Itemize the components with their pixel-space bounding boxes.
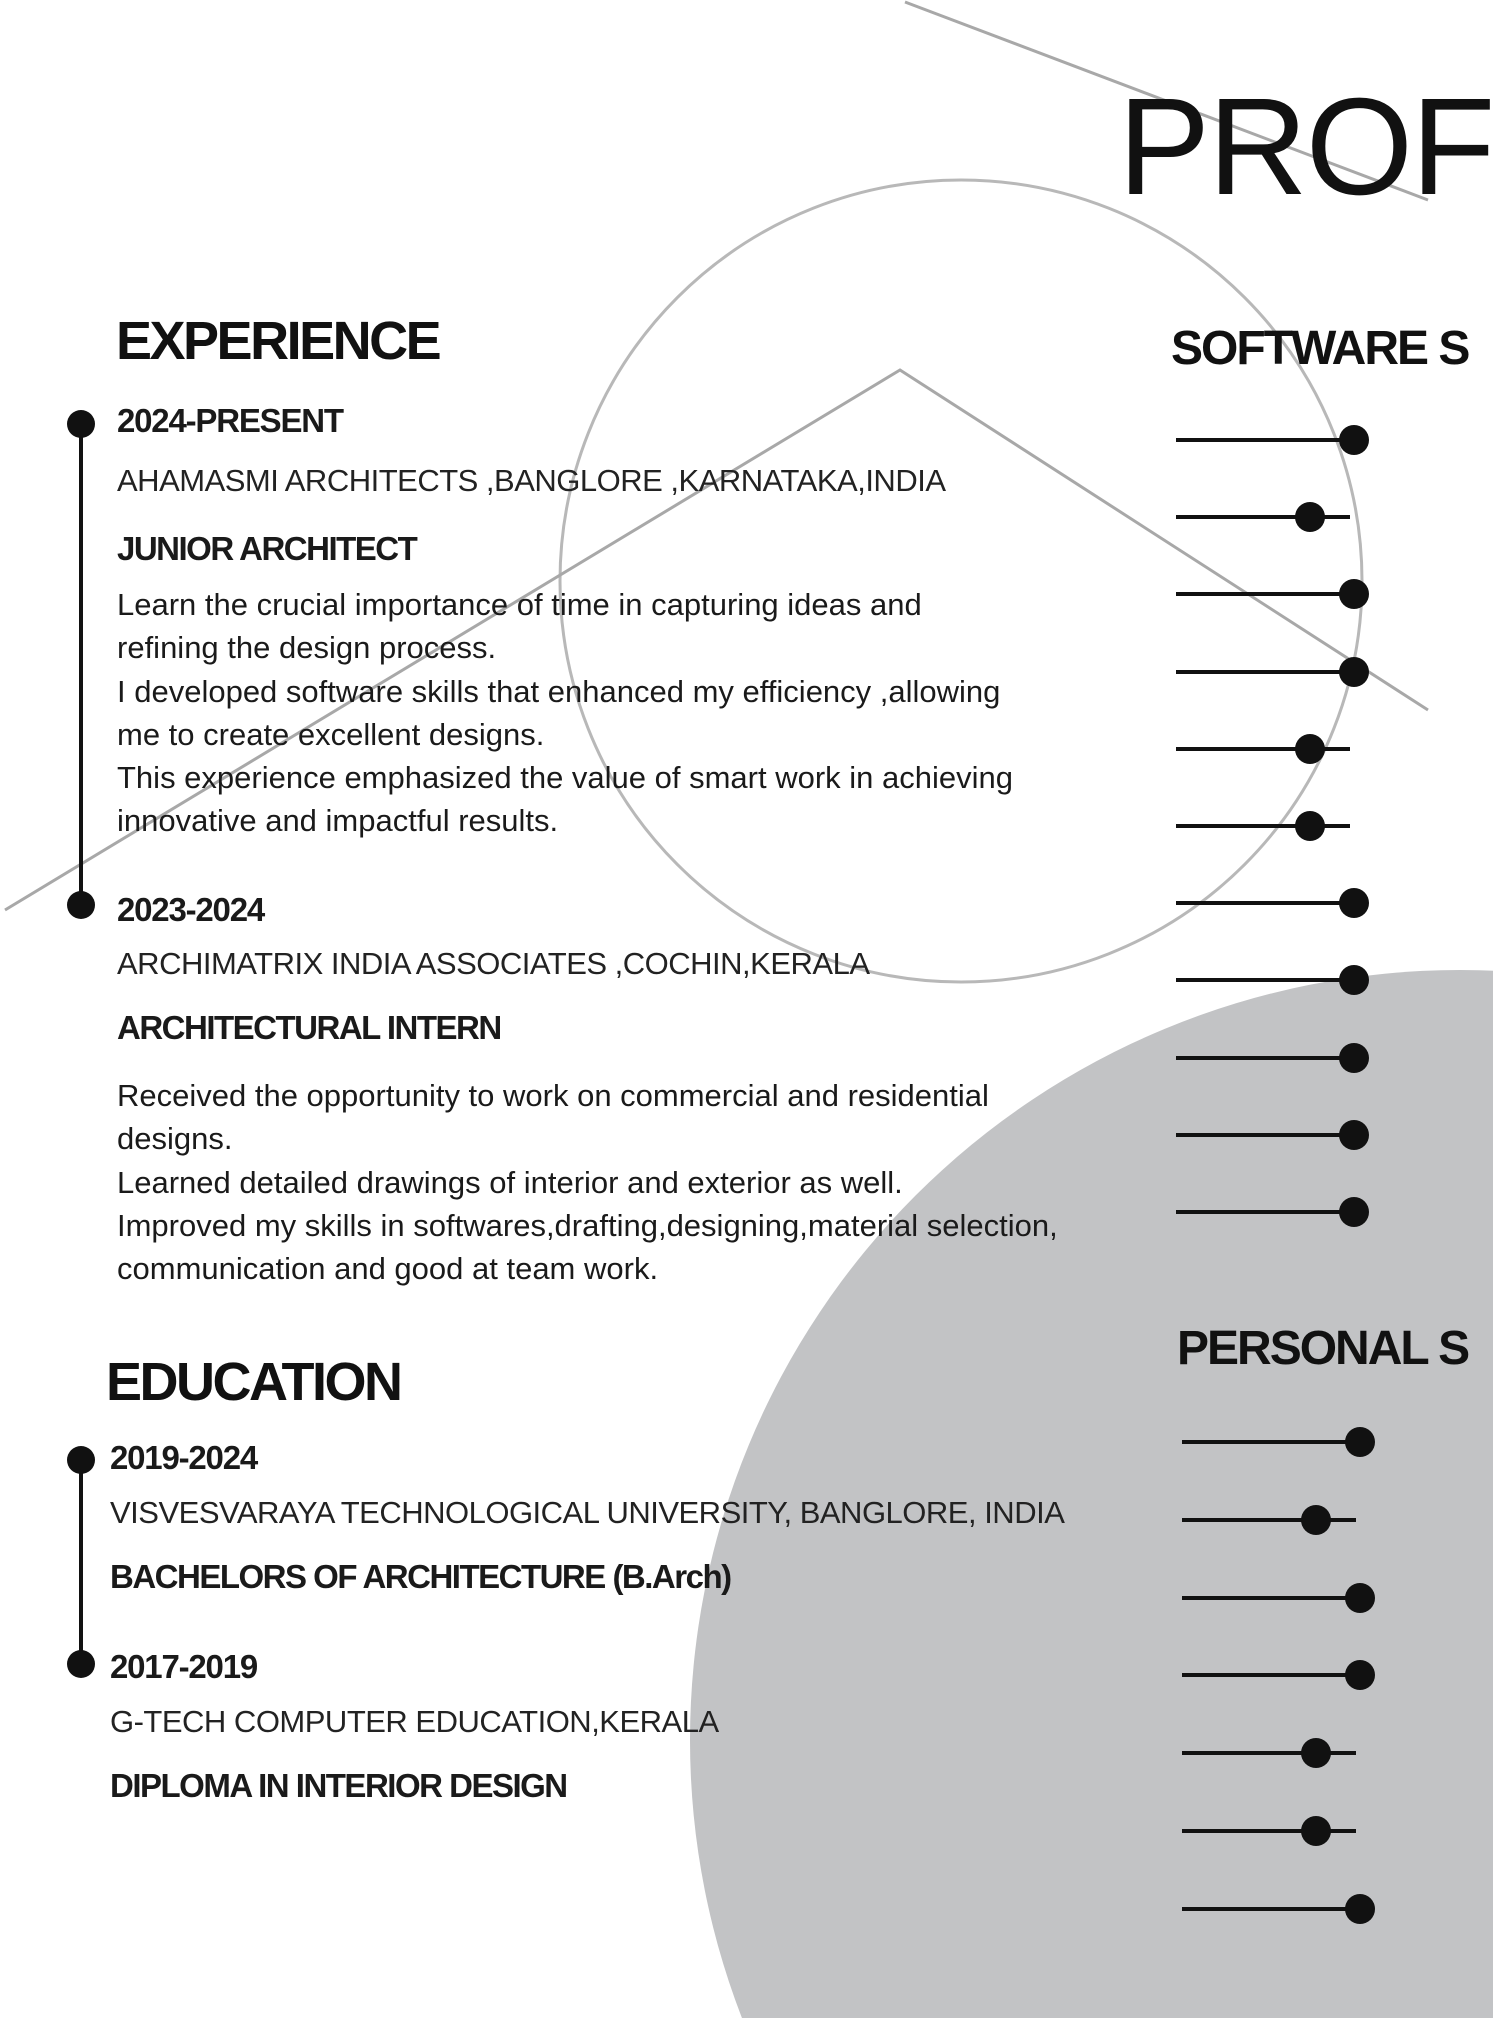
skill-level-track: [1182, 1673, 1360, 1677]
page-title: PROF: [1118, 70, 1493, 224]
software-skills-heading: SOFTWARE S: [1171, 322, 1469, 375]
education-period: 2017-2019: [110, 1648, 258, 1685]
skill-level-knob: [1345, 1583, 1375, 1613]
skill-level-slider: [1182, 1660, 1380, 1690]
experience-description: [117, 1074, 1058, 1290]
education-degree: BACHELORS OF ARCHITECTURE (B.Arch): [110, 1558, 731, 1595]
description-line: refining the design process.: [117, 630, 497, 666]
description-line: I developed software skills that enhanced my efficiency ,allowing: [117, 673, 1001, 709]
skill-level-knob: [1339, 888, 1369, 918]
skill-level-knob: [1339, 965, 1369, 995]
experience-role: JUNIOR ARCHITECT: [117, 530, 417, 567]
description-line: Received the opportunity to work on commercial and residential: [117, 1078, 989, 1113]
description-line: communication and good at team work.: [117, 1251, 659, 1287]
skill-level-slider: [1176, 1120, 1374, 1150]
skill-level-knob: [1345, 1894, 1375, 1924]
skill-level-knob: [1301, 1738, 1331, 1768]
skill-level-slider: [1182, 1816, 1380, 1846]
experience-period: 2024-PRESENT: [117, 402, 343, 439]
skill-level-knob: [1301, 1816, 1331, 1846]
skill-level-slider: [1182, 1505, 1380, 1535]
education-period: 2019-2024: [110, 1439, 258, 1476]
skill-level-track: [1176, 1133, 1354, 1137]
description-line: Improved my skills in softwares,drafting,designing,material selection,: [117, 1207, 1058, 1243]
skill-level-track: [1182, 1596, 1360, 1600]
skill-level-slider: [1182, 1894, 1380, 1924]
skill-level-slider: [1176, 811, 1374, 841]
education-institution: VISVESVARAYA TECHNOLOGICAL UNIVERSITY, BANGLORE, INDIA: [110, 1495, 1065, 1530]
skill-level-knob: [1295, 734, 1325, 764]
description-line: This experience emphasized the value of smart work in achieving: [117, 760, 1014, 796]
education-heading: EDUCATION: [106, 1352, 401, 1412]
skill-level-slider: [1176, 888, 1374, 918]
description-line: Learned detailed drawings of interior and exterior as well.: [117, 1164, 903, 1200]
experience-timeline-dot: [67, 891, 95, 919]
description-line: designs.: [117, 1121, 233, 1157]
skill-level-knob: [1295, 502, 1325, 532]
experience-organization: AHAMASMI ARCHITECTS ,BANGLORE ,KARNATAKA,INDIA: [117, 463, 946, 498]
skill-level-knob: [1301, 1505, 1331, 1535]
description-line: Learn the crucial importance of time in capturing ideas and: [117, 587, 922, 622]
skill-level-track: [1176, 1210, 1354, 1214]
description-line: innovative and impactful results.: [117, 803, 559, 839]
skill-level-slider: [1182, 1738, 1380, 1768]
experience-role: ARCHITECTURAL INTERN: [117, 1009, 501, 1046]
skill-level-slider: [1176, 579, 1374, 609]
experience-organization: ARCHIMATRIX INDIA ASSOCIATES ,COCHIN,KERALA: [117, 946, 870, 981]
skill-level-knob: [1345, 1427, 1375, 1457]
skill-level-track: [1176, 592, 1354, 596]
skill-level-knob: [1339, 1043, 1369, 1073]
experience-period: 2023-2024: [117, 891, 265, 928]
skill-level-track: [1176, 438, 1354, 442]
skill-level-knob: [1339, 425, 1369, 455]
skill-level-track: [1176, 1056, 1354, 1060]
skill-level-track: [1176, 978, 1354, 982]
skill-level-knob: [1339, 1120, 1369, 1150]
education-timeline-line: [79, 1460, 83, 1665]
education-timeline-dot: [67, 1650, 95, 1678]
experience-timeline-line: [79, 424, 83, 906]
skill-level-knob: [1339, 657, 1369, 687]
experience-timeline-dot: [67, 410, 95, 438]
skill-level-track: [1182, 1907, 1360, 1911]
skill-level-slider: [1176, 734, 1374, 764]
skill-level-track: [1176, 670, 1354, 674]
skill-level-knob: [1345, 1660, 1375, 1690]
skill-level-knob: [1339, 1197, 1369, 1227]
personal-skills-heading: PERSONAL S: [1177, 1322, 1469, 1375]
skill-level-knob: [1339, 579, 1369, 609]
education-institution: G-TECH COMPUTER EDUCATION,KERALA: [110, 1704, 719, 1739]
skill-level-slider: [1182, 1583, 1380, 1613]
experience-description: [117, 583, 1013, 843]
skill-level-slider: [1182, 1427, 1380, 1457]
skill-level-slider: [1176, 1197, 1374, 1227]
skill-level-slider: [1176, 657, 1374, 687]
education-timeline-dot: [67, 1446, 95, 1474]
skill-level-knob: [1295, 811, 1325, 841]
skill-level-slider: [1176, 965, 1374, 995]
skill-level-slider: [1176, 502, 1374, 532]
skill-level-slider: [1176, 425, 1374, 455]
description-line: me to create excellent designs.: [117, 716, 545, 752]
education-degree: DIPLOMA IN INTERIOR DESIGN: [110, 1767, 567, 1804]
skill-level-track: [1182, 1440, 1360, 1444]
skill-level-slider: [1176, 1043, 1374, 1073]
experience-heading: EXPERIENCE: [116, 311, 440, 371]
skill-level-track: [1176, 901, 1354, 905]
